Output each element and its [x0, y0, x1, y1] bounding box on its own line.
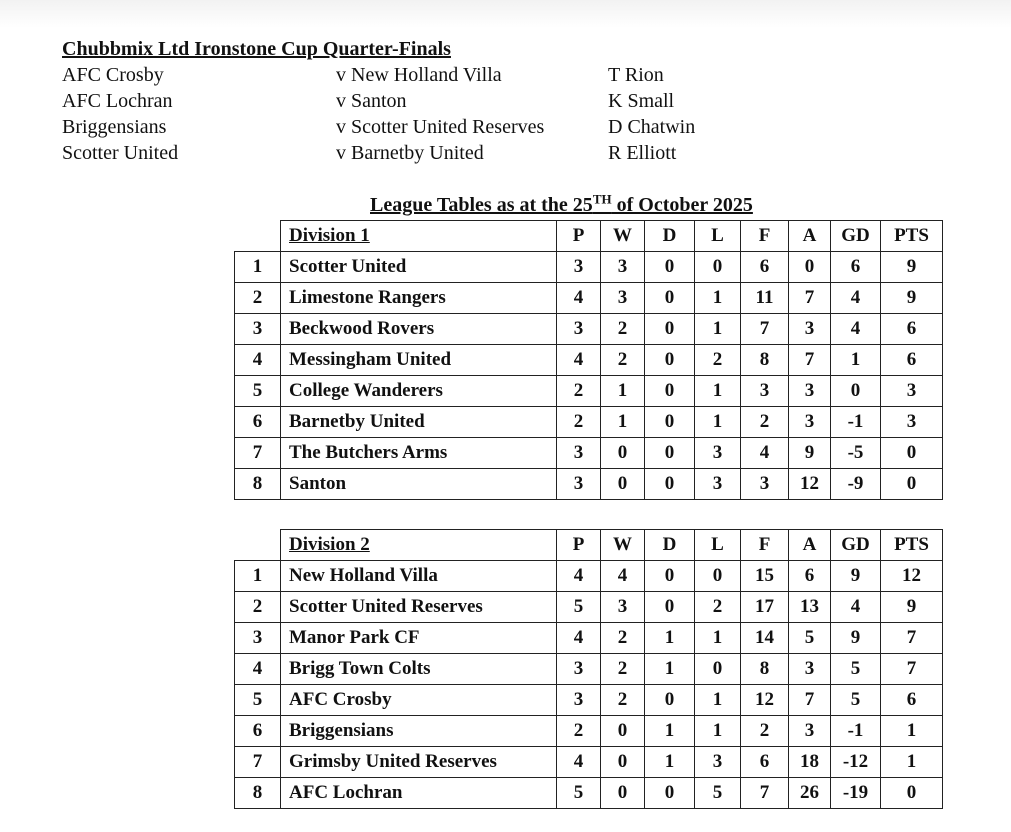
stat-cell: 3	[789, 314, 831, 345]
referee: T Rion	[608, 64, 664, 86]
header-row	[235, 221, 943, 252]
stat-cell: 7	[881, 623, 943, 654]
league-tables-title	[370, 192, 753, 218]
stat-cell: 2	[695, 592, 741, 623]
stat-cell: 18	[789, 747, 831, 778]
stat-cell: 4	[741, 438, 789, 469]
stat-cell: 0	[645, 283, 695, 314]
stat-cell: 0	[881, 438, 943, 469]
page-top-shadow	[0, 0, 1011, 28]
stat-cell: 14	[741, 623, 789, 654]
stat-cell: 2	[601, 314, 645, 345]
cup-section	[62, 36, 728, 166]
stat-cell: 1	[601, 407, 645, 438]
column-header: P	[557, 221, 601, 252]
table-row	[235, 561, 943, 592]
column-header: A	[789, 221, 831, 252]
stat-cell: 3	[789, 376, 831, 407]
table-row	[235, 716, 943, 747]
team-cell: Scotter United Reserves	[281, 592, 557, 623]
position-cell: 7	[235, 747, 281, 778]
away-team: v Scotter United Reserves	[336, 116, 545, 138]
stat-cell: 3	[557, 314, 601, 345]
stat-cell: 3	[881, 376, 943, 407]
stat-cell: 12	[881, 561, 943, 592]
stat-cell: 0	[645, 314, 695, 345]
stat-cell: 6	[831, 252, 881, 283]
stat-cell: 2	[741, 407, 789, 438]
stat-cell: 3	[601, 252, 645, 283]
stat-cell: 1	[881, 747, 943, 778]
stat-cell: -19	[831, 778, 881, 809]
column-header: GD	[831, 221, 881, 252]
stat-cell: -5	[831, 438, 881, 469]
stat-cell: 2	[601, 654, 645, 685]
column-header: A	[789, 530, 831, 561]
stat-cell: 4	[831, 314, 881, 345]
column-header: GD	[831, 530, 881, 561]
stat-cell: 11	[741, 283, 789, 314]
stat-cell: 1	[881, 716, 943, 747]
stat-cell: 2	[601, 623, 645, 654]
fixture-row	[62, 140, 728, 166]
stat-cell: 13	[789, 592, 831, 623]
stat-cell: 0	[601, 778, 645, 809]
referee: R Elliott	[608, 142, 677, 164]
stat-cell: 3	[695, 469, 741, 500]
stat-cell: 5	[831, 685, 881, 716]
stat-cell: 0	[695, 561, 741, 592]
team-cell: New Holland Villa	[281, 561, 557, 592]
stat-cell: 0	[601, 438, 645, 469]
column-header: D	[645, 530, 695, 561]
stat-cell: 4	[557, 283, 601, 314]
stat-cell: 1	[695, 314, 741, 345]
stat-cell: 26	[789, 778, 831, 809]
stat-cell: 0	[881, 778, 943, 809]
stat-cell: 0	[645, 685, 695, 716]
table-row	[235, 592, 943, 623]
stat-cell: 3	[789, 716, 831, 747]
division-name	[281, 221, 557, 252]
stat-cell: 3	[881, 407, 943, 438]
stat-cell: 3	[601, 592, 645, 623]
stat-cell: 5	[557, 778, 601, 809]
stat-cell: 1	[645, 654, 695, 685]
stat-cell: 0	[601, 716, 645, 747]
stat-cell: 1	[695, 376, 741, 407]
stat-cell: 0	[645, 252, 695, 283]
column-header: PTS	[881, 221, 943, 252]
column-header: W	[601, 221, 645, 252]
stat-cell: 7	[741, 314, 789, 345]
home-team: Scotter United	[62, 142, 179, 164]
table-row	[235, 407, 943, 438]
stat-cell: 3	[557, 685, 601, 716]
position-cell: 8	[235, 778, 281, 809]
team-cell: College Wanderers	[281, 376, 557, 407]
position-cell: 1	[235, 252, 281, 283]
stat-cell: 0	[645, 376, 695, 407]
position-cell: 2	[235, 592, 281, 623]
table-row	[235, 252, 943, 283]
column-header: PTS	[881, 530, 943, 561]
column-header: F	[741, 221, 789, 252]
stat-cell: 1	[645, 747, 695, 778]
stat-cell: 9	[789, 438, 831, 469]
fixture-row	[62, 62, 728, 88]
stat-cell: 0	[645, 407, 695, 438]
team-cell: Messingham United	[281, 345, 557, 376]
title-text: League Tables as at the 25	[370, 194, 593, 216]
stat-cell: 17	[741, 592, 789, 623]
stat-cell: 2	[601, 345, 645, 376]
stat-cell: 3	[557, 654, 601, 685]
stat-cell: 9	[881, 283, 943, 314]
table-row	[235, 469, 943, 500]
away-team: v Barnetby United	[336, 142, 484, 164]
stat-cell: 1	[695, 716, 741, 747]
team-cell: Scotter United	[281, 252, 557, 283]
stat-cell: 2	[557, 407, 601, 438]
team-cell: Manor Park CF	[281, 623, 557, 654]
stat-cell: 7	[789, 345, 831, 376]
division-name-text: Division 2	[289, 534, 370, 555]
header-row	[235, 530, 943, 561]
away-team: v New Holland Villa	[336, 64, 502, 86]
team-cell: Beckwood Rovers	[281, 314, 557, 345]
stat-cell: 4	[557, 561, 601, 592]
column-header: L	[695, 530, 741, 561]
table-row	[235, 438, 943, 469]
stat-cell: 5	[695, 778, 741, 809]
table-row	[235, 685, 943, 716]
stat-cell: 5	[557, 592, 601, 623]
stat-cell: 6	[789, 561, 831, 592]
stat-cell: -1	[831, 716, 881, 747]
stat-cell: 0	[645, 592, 695, 623]
stat-cell: 8	[741, 654, 789, 685]
division-name-text: Division 1	[289, 225, 370, 246]
stat-cell: -12	[831, 747, 881, 778]
column-header: P	[557, 530, 601, 561]
referee: D Chatwin	[608, 116, 696, 138]
column-header: D	[645, 221, 695, 252]
team-cell: Briggensians	[281, 716, 557, 747]
title-text-end: of October 2025	[611, 194, 753, 216]
position-cell: 5	[235, 685, 281, 716]
stat-cell: 0	[645, 438, 695, 469]
stat-cell: 3	[695, 438, 741, 469]
fixture-list	[62, 62, 728, 166]
column-header: W	[601, 530, 645, 561]
stat-cell: 1	[695, 283, 741, 314]
home-team: AFC Lochran	[62, 90, 173, 112]
stat-cell: 5	[831, 654, 881, 685]
position-cell: 3	[235, 314, 281, 345]
position-cell: 5	[235, 376, 281, 407]
stat-cell: 9	[831, 623, 881, 654]
team-cell: The Butchers Arms	[281, 438, 557, 469]
stat-cell: 2	[557, 376, 601, 407]
stat-cell: 4	[831, 592, 881, 623]
away-team: v Santon	[336, 90, 407, 112]
stat-cell: 6	[741, 252, 789, 283]
table-row	[235, 283, 943, 314]
stat-cell: 2	[741, 716, 789, 747]
stat-cell: 0	[831, 376, 881, 407]
team-cell: Grimsby United Reserves	[281, 747, 557, 778]
position-cell: 6	[235, 716, 281, 747]
table-row	[235, 314, 943, 345]
home-team: Briggensians	[62, 116, 167, 138]
stat-cell: 3	[789, 654, 831, 685]
position-cell: 6	[235, 407, 281, 438]
column-header: L	[695, 221, 741, 252]
fixture-row	[62, 88, 728, 114]
table-row	[235, 747, 943, 778]
stat-cell: 3	[789, 407, 831, 438]
stat-cell: 4	[557, 623, 601, 654]
stat-cell: 7	[741, 778, 789, 809]
stat-cell: 1	[695, 623, 741, 654]
stat-cell: 6	[741, 747, 789, 778]
stat-cell: 3	[741, 376, 789, 407]
stat-cell: 9	[831, 561, 881, 592]
stat-cell: 6	[881, 685, 943, 716]
stat-cell: 6	[881, 314, 943, 345]
title-superscript: TH	[592, 191, 612, 207]
table-row	[235, 345, 943, 376]
position-cell: 8	[235, 469, 281, 500]
table-row	[235, 654, 943, 685]
stat-cell: -1	[831, 407, 881, 438]
table-row	[235, 778, 943, 809]
stat-cell: 0	[601, 747, 645, 778]
stat-cell: 1	[695, 685, 741, 716]
fixture-row	[62, 114, 728, 140]
division-name	[281, 530, 557, 561]
stat-cell: 0	[645, 469, 695, 500]
stat-cell: 1	[645, 623, 695, 654]
stat-cell: 4	[557, 747, 601, 778]
stat-cell: 2	[557, 716, 601, 747]
stat-cell: 0	[645, 561, 695, 592]
stat-cell: 3	[601, 283, 645, 314]
position-cell: 3	[235, 623, 281, 654]
stat-cell: 4	[557, 345, 601, 376]
stat-cell: 1	[601, 376, 645, 407]
stat-cell: 1	[831, 345, 881, 376]
stat-cell: 9	[881, 592, 943, 623]
position-cell: 4	[235, 654, 281, 685]
stat-cell: -9	[831, 469, 881, 500]
stat-cell: 4	[601, 561, 645, 592]
stat-cell: 7	[881, 654, 943, 685]
team-cell: AFC Crosby	[281, 685, 557, 716]
position-cell: 2	[235, 283, 281, 314]
team-cell: Brigg Town Colts	[281, 654, 557, 685]
stat-cell: 0	[789, 252, 831, 283]
stat-cell: 0	[881, 469, 943, 500]
stat-cell: 8	[741, 345, 789, 376]
stat-cell: 3	[695, 747, 741, 778]
stat-cell: 1	[695, 407, 741, 438]
team-cell: Barnetby United	[281, 407, 557, 438]
stat-cell: 3	[557, 438, 601, 469]
team-cell: Limestone Rangers	[281, 283, 557, 314]
stat-cell: 4	[831, 283, 881, 314]
stat-cell: 6	[881, 345, 943, 376]
stat-cell: 12	[789, 469, 831, 500]
column-header: F	[741, 530, 789, 561]
blank-header-cell	[235, 530, 281, 561]
stat-cell: 7	[789, 685, 831, 716]
stat-cell: 0	[695, 654, 741, 685]
stat-cell: 15	[741, 561, 789, 592]
division-2-table	[234, 529, 943, 809]
team-cell: AFC Lochran	[281, 778, 557, 809]
division-1-table	[234, 220, 943, 500]
position-cell: 4	[235, 345, 281, 376]
position-cell: 1	[235, 561, 281, 592]
stat-cell: 5	[789, 623, 831, 654]
team-cell: Santon	[281, 469, 557, 500]
stat-cell: 2	[601, 685, 645, 716]
table-row	[235, 623, 943, 654]
stat-cell: 0	[695, 252, 741, 283]
referee: K Small	[608, 90, 675, 112]
stat-cell: 7	[789, 283, 831, 314]
stat-cell: 2	[695, 345, 741, 376]
stat-cell: 3	[741, 469, 789, 500]
stat-cell: 1	[645, 716, 695, 747]
blank-header-cell	[235, 221, 281, 252]
stat-cell: 12	[741, 685, 789, 716]
stat-cell: 0	[645, 345, 695, 376]
stat-cell: 3	[557, 469, 601, 500]
cup-title: Chubbmix Ltd Ironstone Cup Quarter-Finals	[62, 38, 451, 60]
position-cell: 7	[235, 438, 281, 469]
home-team: AFC Crosby	[62, 64, 164, 86]
stat-cell: 9	[881, 252, 943, 283]
stat-cell: 0	[645, 778, 695, 809]
table-row	[235, 376, 943, 407]
stat-cell: 0	[601, 469, 645, 500]
stat-cell: 3	[557, 252, 601, 283]
